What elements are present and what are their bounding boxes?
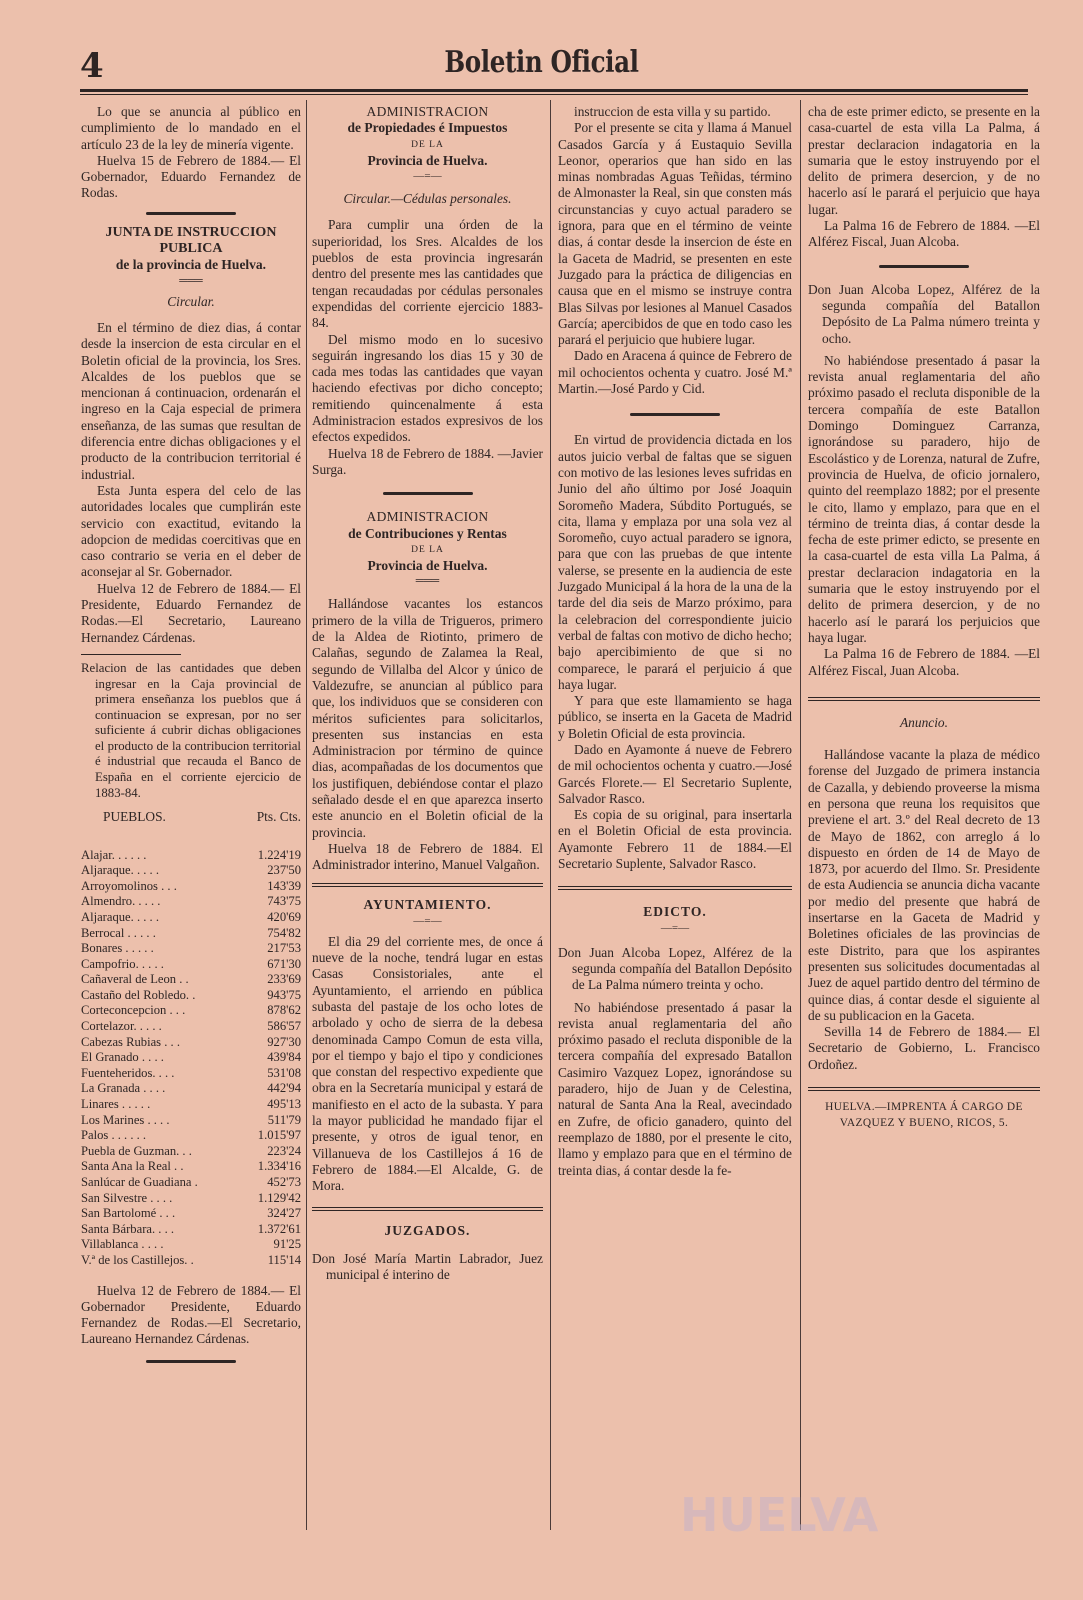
section-separator	[383, 492, 473, 495]
amount: 420'69	[267, 909, 301, 924]
edicto-paragraph: No habiéndose presentado á pasar la revista anual reglamentaria del año próximo pasado el recluta disponible de la tercera compañía del expresado Batallon Casimiro Vazquez Lopez, ignorándose su paradero, hijo de Juan y de Celestina, natural de Santa Ana la Real, avecindado en Zufre, de oficio ganadero, quinto del reemplazo de 1880, por el presente le cito, llamo y emplazo para que en el término de treinta dias, á contar desde la fe-	[558, 999, 792, 1178]
table-row	[81, 1019, 301, 1035]
table-header-pts: Pts. Cts.	[256, 809, 301, 825]
town-name: San Bartolomé . . .	[81, 1206, 176, 1221]
double-rule	[312, 1207, 543, 1208]
amount: 1.129'42	[257, 1190, 301, 1205]
amount: 452'73	[267, 1175, 301, 1190]
town-name: Linares . . . . .	[81, 1097, 151, 1112]
section-separator	[630, 413, 720, 416]
table-signature: Huelva 12 de Febrero de 1884.— El Gobernador Presidente, Eduardo Fernandez de Rodas.—El Secretario, Laureano Hernandez Cárdenas.	[81, 1282, 301, 1347]
double-rule	[312, 883, 543, 884]
table-row	[81, 863, 301, 879]
amount: 115'14	[267, 1252, 301, 1267]
adm1-signature: Huelva 18 de Febrero de 1884. —Javier Surga.	[312, 445, 543, 477]
adm1-subtitle: de Propiedades é Impuestos	[347, 120, 508, 136]
town-name: Palos . . . . . .	[81, 1128, 147, 1143]
town-name: Aljaraque. . . . .	[81, 909, 159, 924]
column-4	[808, 104, 1040, 1131]
town-name: Aljaraque. . . . .	[81, 863, 159, 878]
table-row	[81, 1097, 301, 1113]
table-row	[81, 1113, 301, 1129]
column-1	[81, 104, 301, 1373]
ornament: ═══	[179, 274, 203, 287]
adm2-signature: Huelva 18 de Febrero de 1884. El Administrador interino, Manuel Valgañon.	[312, 840, 543, 873]
town-name: Arroyomolinos . . .	[81, 878, 177, 893]
adm1-title: ADMINISTRACION	[366, 104, 489, 119]
table-row	[81, 926, 301, 942]
juzgado-paragraph: Dado en Ayamonte á nueve de Febrero de mil ochocientos ochenta y cuatro.—José Garcés Florete.— El Secretario Suplente, Salvador Rasco.	[558, 741, 792, 806]
table-row	[81, 1175, 301, 1191]
town-name: Sanlúcar de Guadiana .	[81, 1175, 198, 1190]
table-row	[81, 848, 301, 864]
amount: 223'24	[267, 1143, 301, 1158]
junta-paragraph: En el término de diez dias, á contar desde la insercion de esta circular en el Boletin oficial de la provincia, los Sres. Alcaldes de los pueblos que se mencionan á continuacion, ordenarán el ingreso en la Caja especial de primera enseñanza, de las sumas que resultan de diferencia entre dichas obligaciones y el producto de la contribucion territorial é industrial.	[81, 319, 301, 482]
ornament: ═══	[415, 575, 440, 588]
amount: 1.015'97	[257, 1128, 301, 1143]
table-row	[81, 1222, 301, 1238]
amount: 927'30	[267, 1034, 301, 1049]
adm2-paragraph: Hallándose vacantes los estancos primero de la villa de Trigueros, primero de la Aldea de Riotinto, primero de Calañas, segundo de Zalamea la Real, segundo de Villalba del Alcor y único de Valdezufre, se anuncian al público para que, los individuos que se consideren con méritos suficientes para solicitarlos, presenten sus instancias en esta Administracion por término de quince dias, acompañadas de los documentos que los justifiquen, debiéndose contar el plazo señalado desde el en que aparezca inserto este anuncio en el Boletin oficial de la provincia.	[312, 596, 543, 840]
column-divider	[306, 100, 307, 1530]
town-name: V.ª de los Castillejos. .	[81, 1252, 194, 1267]
anuncio-label: Anuncio.	[900, 714, 948, 730]
double-rule	[808, 1090, 1040, 1091]
mining-notice: Lo que se anuncia al público en cumplimiento de lo mandado en el artículo 23 de la ley de minería vigente.	[81, 104, 301, 152]
amount: 1.224'19	[257, 847, 301, 862]
town-name: Santa Ana la Real . .	[81, 1159, 184, 1174]
amount: 754'82	[267, 925, 301, 940]
amount: 943'75	[267, 987, 301, 1002]
amount: 237'50	[267, 863, 301, 878]
adm1-de-la: DE LA	[411, 139, 444, 150]
town-name: San Silvestre . . . .	[81, 1190, 173, 1205]
header-rule-thin	[80, 94, 1028, 95]
town-name: Alajar. . . . . .	[81, 847, 147, 862]
ayuntamiento-paragraph: El dia 29 del corriente mes, de once á nueve de la noche, tendrá lugar en estas Casas Consistoriales, ante el Ayuntamiento, el arriendo en pública subasta del pastaje de los ocho lotes de arbolado y ocho de sierra de la debesa denominada Campo Comun de esta villa, por el tiempo y bajo el tipo y condiciones que constan del respectivo expediente que obra en la Secretaría municipal y estará de manifiesto en el acto de la subasta. Y para la mayor publicidad he mandado fijar el presente, y otros de igual tenor, en Villanueva de los Castillejos á 16 de Febrero de 1884.—El Alcalde, G. de Mora.	[312, 933, 543, 1194]
town-name: La Granada . . . .	[81, 1081, 166, 1096]
town-name: Castaño del Robledo. .	[81, 987, 196, 1002]
contributions-table	[81, 848, 301, 1269]
table-row	[81, 988, 301, 1004]
divider	[81, 654, 181, 655]
adm2-de-la: DE LA	[411, 544, 444, 555]
edicto-paragraph: cha de este primer edicto, se presente en la casa-cuartel de esta villa La Palma, á prestar declaracion indagatoria en la sumaria que le estoy instruyendo por el delito de primera desercion, y de no hacerlo así le parará el perjuicio que haya lugar.	[808, 104, 1040, 217]
juzgados-paragraph: Don José María Martin Labrador, Juez municipal é interino de	[312, 1250, 543, 1283]
edicto-title: EDICTO.	[643, 904, 707, 920]
amount: 495'13	[267, 1097, 301, 1112]
anuncio-signature: Sevilla 14 de Febrero de 1884.— El Secretario de Gobierno, L. Francisco Ordoñez.	[808, 1024, 1040, 1072]
amount: 442'94	[267, 1081, 301, 1096]
juzgado-signature: Dado en Aracena á quince de Febrero de mil ochocientos ochenta y cuatro. José M.ª Martin.—José Pardo y Cid.	[558, 348, 792, 397]
table-row	[81, 1253, 301, 1269]
junta-paragraph: Esta Junta espera del celo de las autoridades locales que cumplirán este servicio con exactitud, evitando la adopcion de medidas coercitivas que en caso contrario se veria en el deber de aconsejar al Sr. Gobernador.	[81, 482, 301, 580]
town-name: Santa Bárbara. . . .	[81, 1221, 175, 1236]
amount: 586'57	[267, 1019, 301, 1034]
table-header	[81, 809, 301, 825]
amount: 324'27	[267, 1206, 301, 1221]
amount: 91'25	[273, 1237, 301, 1252]
double-rule	[312, 886, 543, 887]
edicto2-signature: La Palma 16 de Febrero de 1884. —El Alférez Fiscal, Juan Alcoba.	[808, 646, 1040, 678]
table-row	[81, 1237, 301, 1253]
double-rule	[312, 1210, 543, 1211]
amount: 671'30	[267, 956, 301, 971]
table-row	[81, 910, 301, 926]
juzgado-paragraph: En virtud de providencia dictada en los autos juicio verbal de faltas que se siguen con motivo de las lesiones leves sufridas en Junio del año último por José Joaquin Soromeño Madera, Súbdito Portugués, se cita, llama y emplaza por una sola vez al Soromeño, cuyo actual paradero se ignora, para que con las pruebas de que intente valerse, se presente en la audiencia de este Juzgado Municipal á la hora de la una de la tarde del dia seis de Marzo próximo, para la celebracion del correspondiente juicio verbal de faltas con motivo de dicho hecho; bajo apercibimiento de que si no comparece, le parará el perjuicio á que haya lugar.	[558, 432, 792, 692]
amount: 743'75	[267, 894, 301, 909]
double-rule	[808, 697, 1040, 698]
edicto-signature: La Palma 16 de Febrero de 1884. —El Alférez Fiscal, Juan Alcoba.	[808, 218, 1040, 250]
town-name: Campofrio. . . . .	[81, 956, 164, 971]
archive-watermark: HUELVA	[680, 1488, 879, 1542]
double-rule	[558, 889, 792, 890]
edicto-heading: Don Juan Alcoba Lopez, Alférez de la segunda compañía del Batallon Depósito de La Palma número treinta y ocho.	[558, 944, 792, 993]
amount: 143'39	[267, 878, 301, 893]
newspaper-title: Boletin Oficial	[444, 45, 639, 80]
juzgado-paragraph: Es copia de su original, para insertarla en el Boletin Oficial de esta provincia. Ayamonte Febrero 11 de 1884.—El Secretario Suplente, Salvador Rasco.	[558, 807, 792, 872]
edicto2-paragraph: No habiéndose presentado á pasar la revista anual reglamentaria del año próximo pasado el recluta disponible de la tercera compañía de este Batallon Domingo Dominguez Carranza, ignorándose su paradero, hijo de Escolástico y de Lorenza, natural de Zufre, provincia de Huelva, de oficio jornalero, quinto del reemplazo 1882; por el presente le cito, llamo y emplazo, para que en el término de treinta dias, á contar desde la fecha de este primer edicto, se presente en la casa-cuartel de esta villa La Palma, á prestar declaracion indagatoria en la sumaria que le estoy instruyendo por el delito de primera desercion, y de no hacerlo así le parará los perjuicios que haya lugar.	[808, 352, 1040, 645]
juzgado-paragraph: Por el presente se cita y llama á Manuel Casados García y á Eustaquio Sevilla Leonor, operarios que han sido en las minas nombradas Aguas Teñidas, término de Almonaster la Real, sin que consten más circunstancias y cuyo actual paradero se ignora, para que en el término de veinte dias, á contar desde la insercion de éste en la Gaceta de Madrid, se presenten en este Juzgado para la práctica de diligencias en causa que en el mismo se instruye contra Blas Silvas por lesiones al Manuel Casados García; apercibidos de que en todo caso les parará el perjuicio que hubiere lugar.	[558, 120, 792, 348]
town-name: Bonares . . . . .	[81, 941, 154, 956]
amount: 233'69	[267, 972, 301, 987]
adm2-subtitle: de Contribuciones y Rentas	[348, 525, 507, 541]
double-rule	[808, 1087, 1040, 1088]
double-rule	[558, 886, 792, 887]
imprint: HUELVA.—IMPRENTA Á CARGO DE VAZQUEZ Y BUENO, RICOS, 5.	[825, 1101, 1023, 1130]
ornament: —=—	[413, 170, 442, 183]
junta-title: JUNTA DE INSTRUCCION PUBLICA	[105, 224, 277, 257]
double-rule	[808, 700, 1040, 701]
table-row	[81, 1144, 301, 1160]
amount: 531'08	[267, 1065, 301, 1080]
table-row	[81, 1206, 301, 1222]
amount: 1.334'16	[257, 1159, 301, 1174]
amount: 878'62	[267, 1003, 301, 1018]
town-name: Los Marines . . . .	[81, 1112, 170, 1127]
table-row	[81, 941, 301, 957]
table-row	[81, 879, 301, 895]
amount: 217'53	[267, 941, 301, 956]
adm2-province: Provincia de Huelva.	[367, 558, 488, 574]
junta-subtitle: de la provincia de Huelva.	[115, 257, 267, 273]
table-row	[81, 1128, 301, 1144]
amount: 1.372'61	[257, 1221, 301, 1236]
section-separator	[146, 1360, 236, 1363]
junta-signature: Huelva 12 de Febrero de 1884.— El Presidente, Eduardo Fernandez de Rodas.—El Secretario, Laureano Hernandez Cárdenas.	[81, 580, 301, 645]
column-3	[558, 104, 792, 1179]
adm2-title: ADMINISTRACION	[366, 509, 489, 525]
table-row	[81, 1050, 301, 1066]
adm1-paragraph: Del mismo modo en lo sucesivo seguirán ingresando los dias 15 y 30 de cada mes todas las cantidades que vayan haciendo efectivas por dicho concepto; remitiendo quincenalmente á esta Administracion estados expresivos de los efectos expedidos.	[312, 331, 543, 445]
table-row	[81, 1003, 301, 1019]
table-row	[81, 1159, 301, 1175]
amount: 511'79	[267, 1112, 301, 1127]
juzgado-paragraph: Y para que este llamamiento se haga público, se inserta en la Gaceta de Madrid y Boletin Oficial de esta provincia.	[558, 693, 792, 741]
town-name: Cortelazor. . . . .	[81, 1019, 162, 1034]
juzgado-paragraph: instruccion de esta villa y su partido.	[574, 104, 771, 119]
ornament: —=—	[413, 914, 442, 927]
town-name: Cañaveral de Leon . .	[81, 972, 189, 987]
section-separator	[879, 265, 969, 268]
table-row	[81, 972, 301, 988]
amount: 439'84	[267, 1050, 301, 1065]
section-separator	[146, 212, 236, 215]
table-row	[81, 894, 301, 910]
ornament: —=—	[660, 921, 690, 934]
town-name: Cabezas Rubias . . .	[81, 1034, 180, 1049]
table-row	[81, 1191, 301, 1207]
mining-notice-signature: Huelva 15 de Febrero de 1884.— El Gobernador, Eduardo Fernandez de Rodas.	[81, 152, 301, 201]
table-row	[81, 957, 301, 973]
circular-label: Circular.	[167, 293, 215, 309]
column-divider	[550, 100, 551, 1530]
adm1-circular: Circular.—Cédulas personales.	[343, 191, 512, 207]
town-name: Fuenteheridos. . . .	[81, 1065, 175, 1080]
adm1-province: Provincia de Huelva.	[367, 152, 488, 168]
town-name: El Granado . . . .	[81, 1050, 164, 1065]
column-divider	[800, 100, 801, 1530]
town-name: Puebla de Guzman. . .	[81, 1143, 192, 1158]
town-name: Almendro. . . . .	[81, 894, 161, 909]
table-row	[81, 1035, 301, 1051]
adm1-paragraph: Para cumplir una órden de la superioridad, los Sres. Alcaldes de los pueblos de esta provincia ingresarán dentro del presente mes las cantidades que tengan recaudadas por cédulas personales expendidas del corriente ejercicio 1883-84.	[312, 217, 543, 331]
town-name: Villablanca . . . .	[81, 1237, 164, 1252]
header-rule	[80, 89, 1028, 92]
table-row	[81, 1081, 301, 1097]
column-2	[312, 104, 543, 1283]
table-row	[81, 1066, 301, 1082]
ayuntamiento-title: AYUNTAMIENTO.	[363, 897, 492, 913]
town-name: Corteconcepcion . . .	[81, 1003, 186, 1018]
table-header-pueblos: PUEBLOS.	[103, 809, 166, 825]
town-name: Berrocal . . . . .	[81, 925, 156, 940]
relacion-heading: Relacion de las cantidades que deben ingresar en la Caja provincial de primera enseñanza los pueblos que á continuacion se expresan, por no ser suficiente á cubrir dichas obligaciones el producto de la contribucion territorial é industrial que recauda el Banco de España en el corriente ejercicio de 1883-84.	[81, 660, 301, 800]
edicto2-heading: Don Juan Alcoba Lopez, Alférez de la segunda compañía del Batallon Depósito de La Palma número treinta y ocho.	[808, 281, 1040, 346]
page-number: 4	[80, 46, 104, 86]
juzgados-title: JUZGADOS.	[384, 1222, 471, 1238]
anuncio-paragraph: Hallándose vacante la plaza de médico forense del Juzgado de primera instancia de Cazalla, y debiendo proveerse la misma en persona que reuna los requisitos que previene el art. 3.º del Real decreto de 13 de Mayo de 1862, con arreglo á lo dispuesto en órden de 14 de Mayo de 1873, por acuerdo del Ilmo. Sr. Presidente de esta Audiencia se anuncia dicha vacante por medio del presente que habrá de insertarse en la Gaceta de Madrid y Boletines oficiales de las provincias de este Distrito, para que los aspirantes presenten sus solicitudes documentadas al Juez de aquel partido dentro del término de quince dias, á contar desde el siguiente al de su publicacion en la Gaceta.	[808, 747, 1040, 1023]
